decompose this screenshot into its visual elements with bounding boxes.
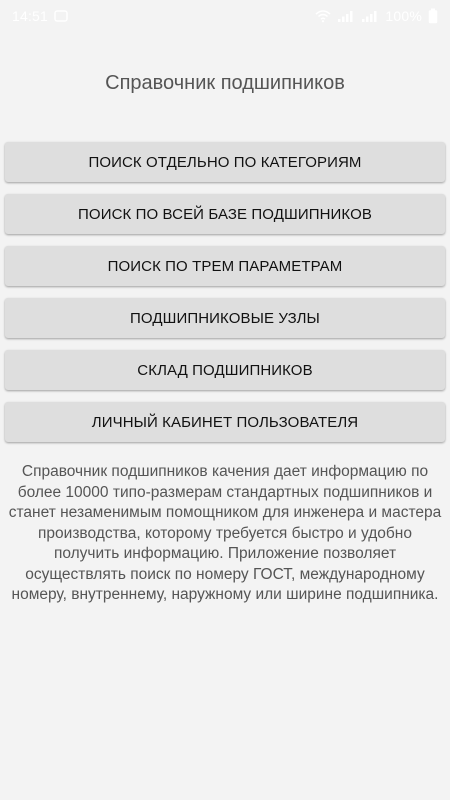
- status-time: 14:51: [12, 8, 49, 24]
- signal-icon: [337, 9, 355, 23]
- user-account-button[interactable]: ЛИЧНЫЙ КАБИНЕТ ПОЛЬЗОВАТЕЛЯ: [5, 402, 445, 442]
- bearing-units-button[interactable]: ПОДШИПНИКОВЫЕ УЗЛЫ: [5, 298, 445, 338]
- battery-percent: 100%: [385, 8, 422, 24]
- battery-icon: [428, 8, 438, 24]
- bearing-warehouse-button[interactable]: СКЛАД ПОДШИПНИКОВ: [5, 350, 445, 390]
- notification-icon: [54, 9, 68, 23]
- status-left: [12, 8, 68, 24]
- page-title: Справочник подшипников: [105, 72, 345, 94]
- search-by-category-button[interactable]: ПОИСК ОТДЕЛЬНО ПО КАТЕГОРИЯМ: [5, 142, 445, 182]
- app-description: Справочник подшипников качения дает информацию по более 10000 типо-размерам стандартных подшипников и станет незаменимым помощником для инженера и мастера производства, которому требуется быстро и удобно получить информацию. Приложение позволяет осуществлять поиск по номеру ГОСТ, международному номеру, внутреннему, наружному или ширине подшипника.: [8, 463, 442, 603]
- status-bar: [0, 0, 450, 32]
- search-whole-database-button[interactable]: ПОИСК ПО ВСЕЙ БАЗЕ ПОДШИПНИКОВ: [5, 194, 445, 234]
- search-three-parameters-button[interactable]: ПОИСК ПО ТРЕМ ПАРАМЕТРАМ: [5, 246, 445, 286]
- status-right: [315, 8, 438, 24]
- main-menu: [5, 142, 445, 442]
- signal-secondary-icon: [361, 9, 379, 23]
- wifi-icon: [315, 9, 331, 23]
